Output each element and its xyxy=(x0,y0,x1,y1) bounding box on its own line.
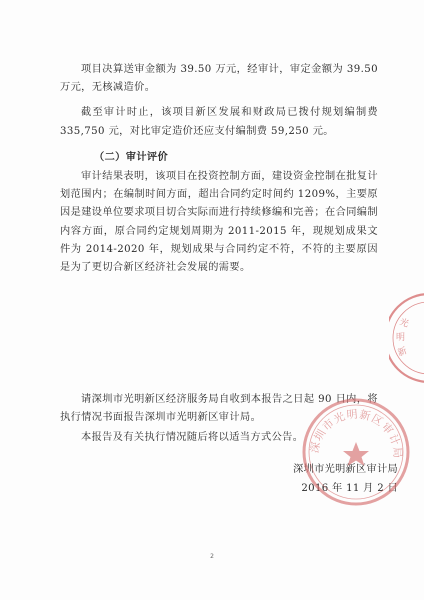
svg-text:明: 明 xyxy=(396,333,406,343)
official-seal-stamp xyxy=(296,392,416,512)
signature-date: 2016 年 11 月 2 日 xyxy=(301,483,398,494)
signature-organization: 深圳市光明新区审计局 xyxy=(293,464,398,475)
svg-text:新: 新 xyxy=(396,346,409,359)
paragraph-report-request: 请深圳市光明新区经济服务局自收到本报告之日起 90 日内，将执行情况书面报告深圳市光明新区审计局。 xyxy=(60,394,378,424)
body-text-upper xyxy=(60,61,378,277)
paragraph-payment-status: 截至审计时止，该项目新区发展和财政局已拨付规划编制费 335,750 元，对比审定造价还应支付编制费 59,250 元。 xyxy=(60,107,378,137)
section-heading-audit-evaluation: （二）审计评价 xyxy=(94,150,169,163)
page-number: 2 xyxy=(210,553,214,560)
paragraph-audit-evaluation: 审计结果表明，该项目在投资控制方面，建设资金控制在批复计划范围内；在编制时间方面，超出合同约定时间约 1209%，主要原因是建设单位要求项目切合实际而进行持续修编和完善；在合同编制内容方面，原合同约定规划周期为 2011-2015 年，现规划成果文件为 2014-2020 年，规划成果与合同约定不符，不符的主要原因是为了更切合新区经济社会发展的需要。 xyxy=(60,171,378,274)
svg-text:光: 光 xyxy=(397,317,410,330)
paragraph-decision-amount: 项目决算送审金额为 39.50 万元，经审计，审定金额为 39.50 万元，无核减造价。 xyxy=(60,64,378,94)
edge-seal-stamp xyxy=(389,290,424,386)
svg-text:深圳市光明新区审计局: 深圳市光明新区审计局 xyxy=(307,407,405,460)
paragraph-announcement: 本报告及有关执行情况随后将以适当方式公告。 xyxy=(81,432,304,444)
